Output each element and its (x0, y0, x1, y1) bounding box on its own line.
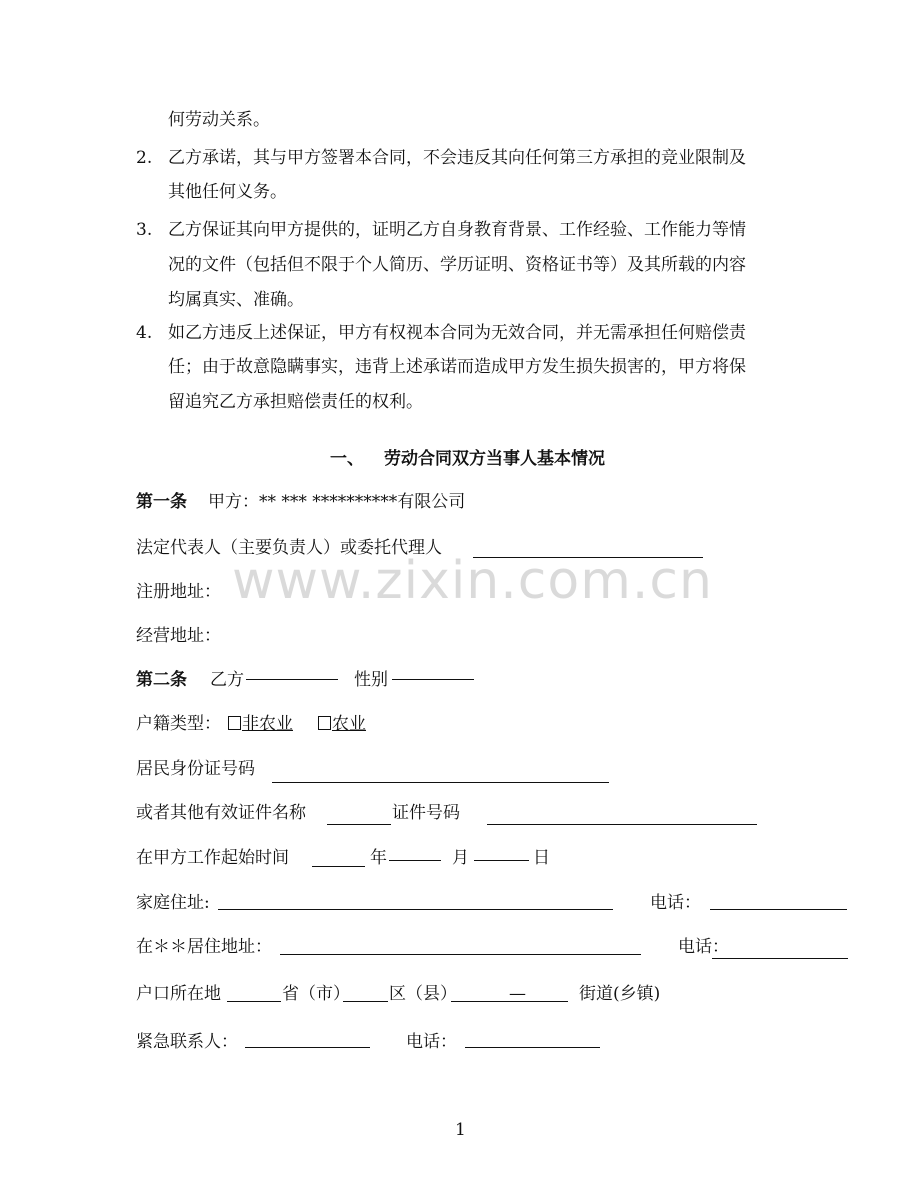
agri-label: 农业 (332, 714, 366, 734)
gender-label: 性别 (354, 670, 388, 690)
page-number: 1 (455, 1120, 466, 1140)
party-b-label: 乙方 (210, 670, 244, 690)
non-agri-label: 非农业 (242, 714, 293, 734)
province-label: 省（市） (282, 984, 350, 1004)
start-time-label: 在甲方工作起始时间 (136, 848, 289, 868)
phone-3-label: 电话： (406, 1032, 457, 1052)
district-label: 区（县） (389, 984, 457, 1004)
emergency-contact-field[interactable] (245, 1047, 370, 1048)
home-address-label: 家庭住址: (136, 893, 210, 913)
other-cert-name-label: 或者其他有效证件名称 (136, 803, 306, 823)
item-4-line-2: 任；由于故意隐瞒事实，违背上述承诺而造成甲方发生损失损害的，甲方将保 (168, 357, 746, 377)
phone-1-label: 电话： (650, 893, 701, 913)
gender-field[interactable] (392, 679, 474, 680)
other-cert-name-field[interactable] (327, 824, 391, 825)
item-4-line-3: 留追究乙方承担赔偿责任的权利。 (168, 392, 423, 412)
cert-number-field[interactable] (487, 824, 757, 825)
business-address-label: 经营地址： (136, 626, 221, 646)
item-3-line-3: 均属真实、准确。 (168, 290, 304, 310)
item-3-line-2: 况的文件（包括但不限于个人简历、学历证明、资格证书等）及其所载的内容 (168, 255, 746, 275)
item-2-line-1: 乙方承诺，其与甲方签署本合同，不会违反其向任何第三方承担的竞业限制及 (168, 148, 746, 168)
start-month-field[interactable] (389, 860, 441, 861)
month-label: 月 (452, 848, 469, 868)
item-2-number: 2. (136, 148, 153, 168)
phone-1-field[interactable] (710, 909, 847, 910)
article-2-label: 第二条 (136, 670, 187, 690)
household-type-label: 户籍类型： (136, 714, 221, 734)
street-label: 街道(乡镇) (579, 984, 661, 1004)
item-4-line-1: 如乙方违反上述保证，甲方有权视本合同为无效合同，并无需承担任何赔偿责 (168, 323, 746, 343)
section-title: 劳动合同双方当事人基本情况 (384, 449, 605, 469)
home-address-field[interactable] (218, 909, 613, 910)
local-address-field[interactable] (280, 954, 641, 955)
checkbox-icon[interactable] (228, 716, 241, 730)
start-day-field[interactable] (474, 860, 529, 861)
day-label: 日 (533, 848, 550, 868)
id-number-label: 居民身份证号码 (136, 759, 255, 779)
party-a-name: 甲方：** *** **********有限公司 (208, 492, 466, 512)
year-label: 年 (370, 848, 387, 868)
section-number: 一、 (330, 449, 364, 469)
phone-2-field[interactable] (712, 958, 848, 959)
start-year-field[interactable] (312, 866, 365, 867)
item-3-number: 3. (136, 220, 153, 240)
clause-1-tail: 何劳动关系。 (168, 110, 270, 130)
phone-2-label: 电话： (678, 937, 729, 957)
dash-separator: — (509, 984, 526, 1004)
item-4-number: 4. (136, 323, 153, 343)
checkbox-icon[interactable] (318, 716, 331, 730)
household-option-agri[interactable] (318, 712, 366, 736)
cert-number-label: 证件号码 (392, 803, 460, 823)
article-1-label: 第一条 (136, 492, 187, 512)
hukou-province-field[interactable] (227, 1001, 281, 1002)
local-address-label: 在＊＊居住地址： (136, 937, 272, 957)
representative-label: 法定代表人（主要负责人）或委托代理人 (136, 538, 442, 558)
emergency-contact-label: 紧急联系人： (136, 1032, 238, 1052)
id-number-field[interactable] (272, 782, 609, 783)
party-b-field[interactable] (246, 679, 338, 680)
item-2-line-2: 其他任何义务。 (168, 182, 287, 202)
hukou-location-label: 户口所在地 (136, 984, 221, 1004)
watermark: www.zixin.com.cn (232, 551, 713, 611)
hukou-district-field[interactable] (343, 1001, 388, 1002)
phone-3-field[interactable] (465, 1047, 600, 1048)
registered-address-label: 注册地址： (136, 582, 221, 602)
item-3-line-1: 乙方保证其向甲方提供的，证明乙方自身教育背景、工作经验、工作能力等情 (168, 220, 746, 240)
household-option-non-agri[interactable] (228, 712, 293, 736)
